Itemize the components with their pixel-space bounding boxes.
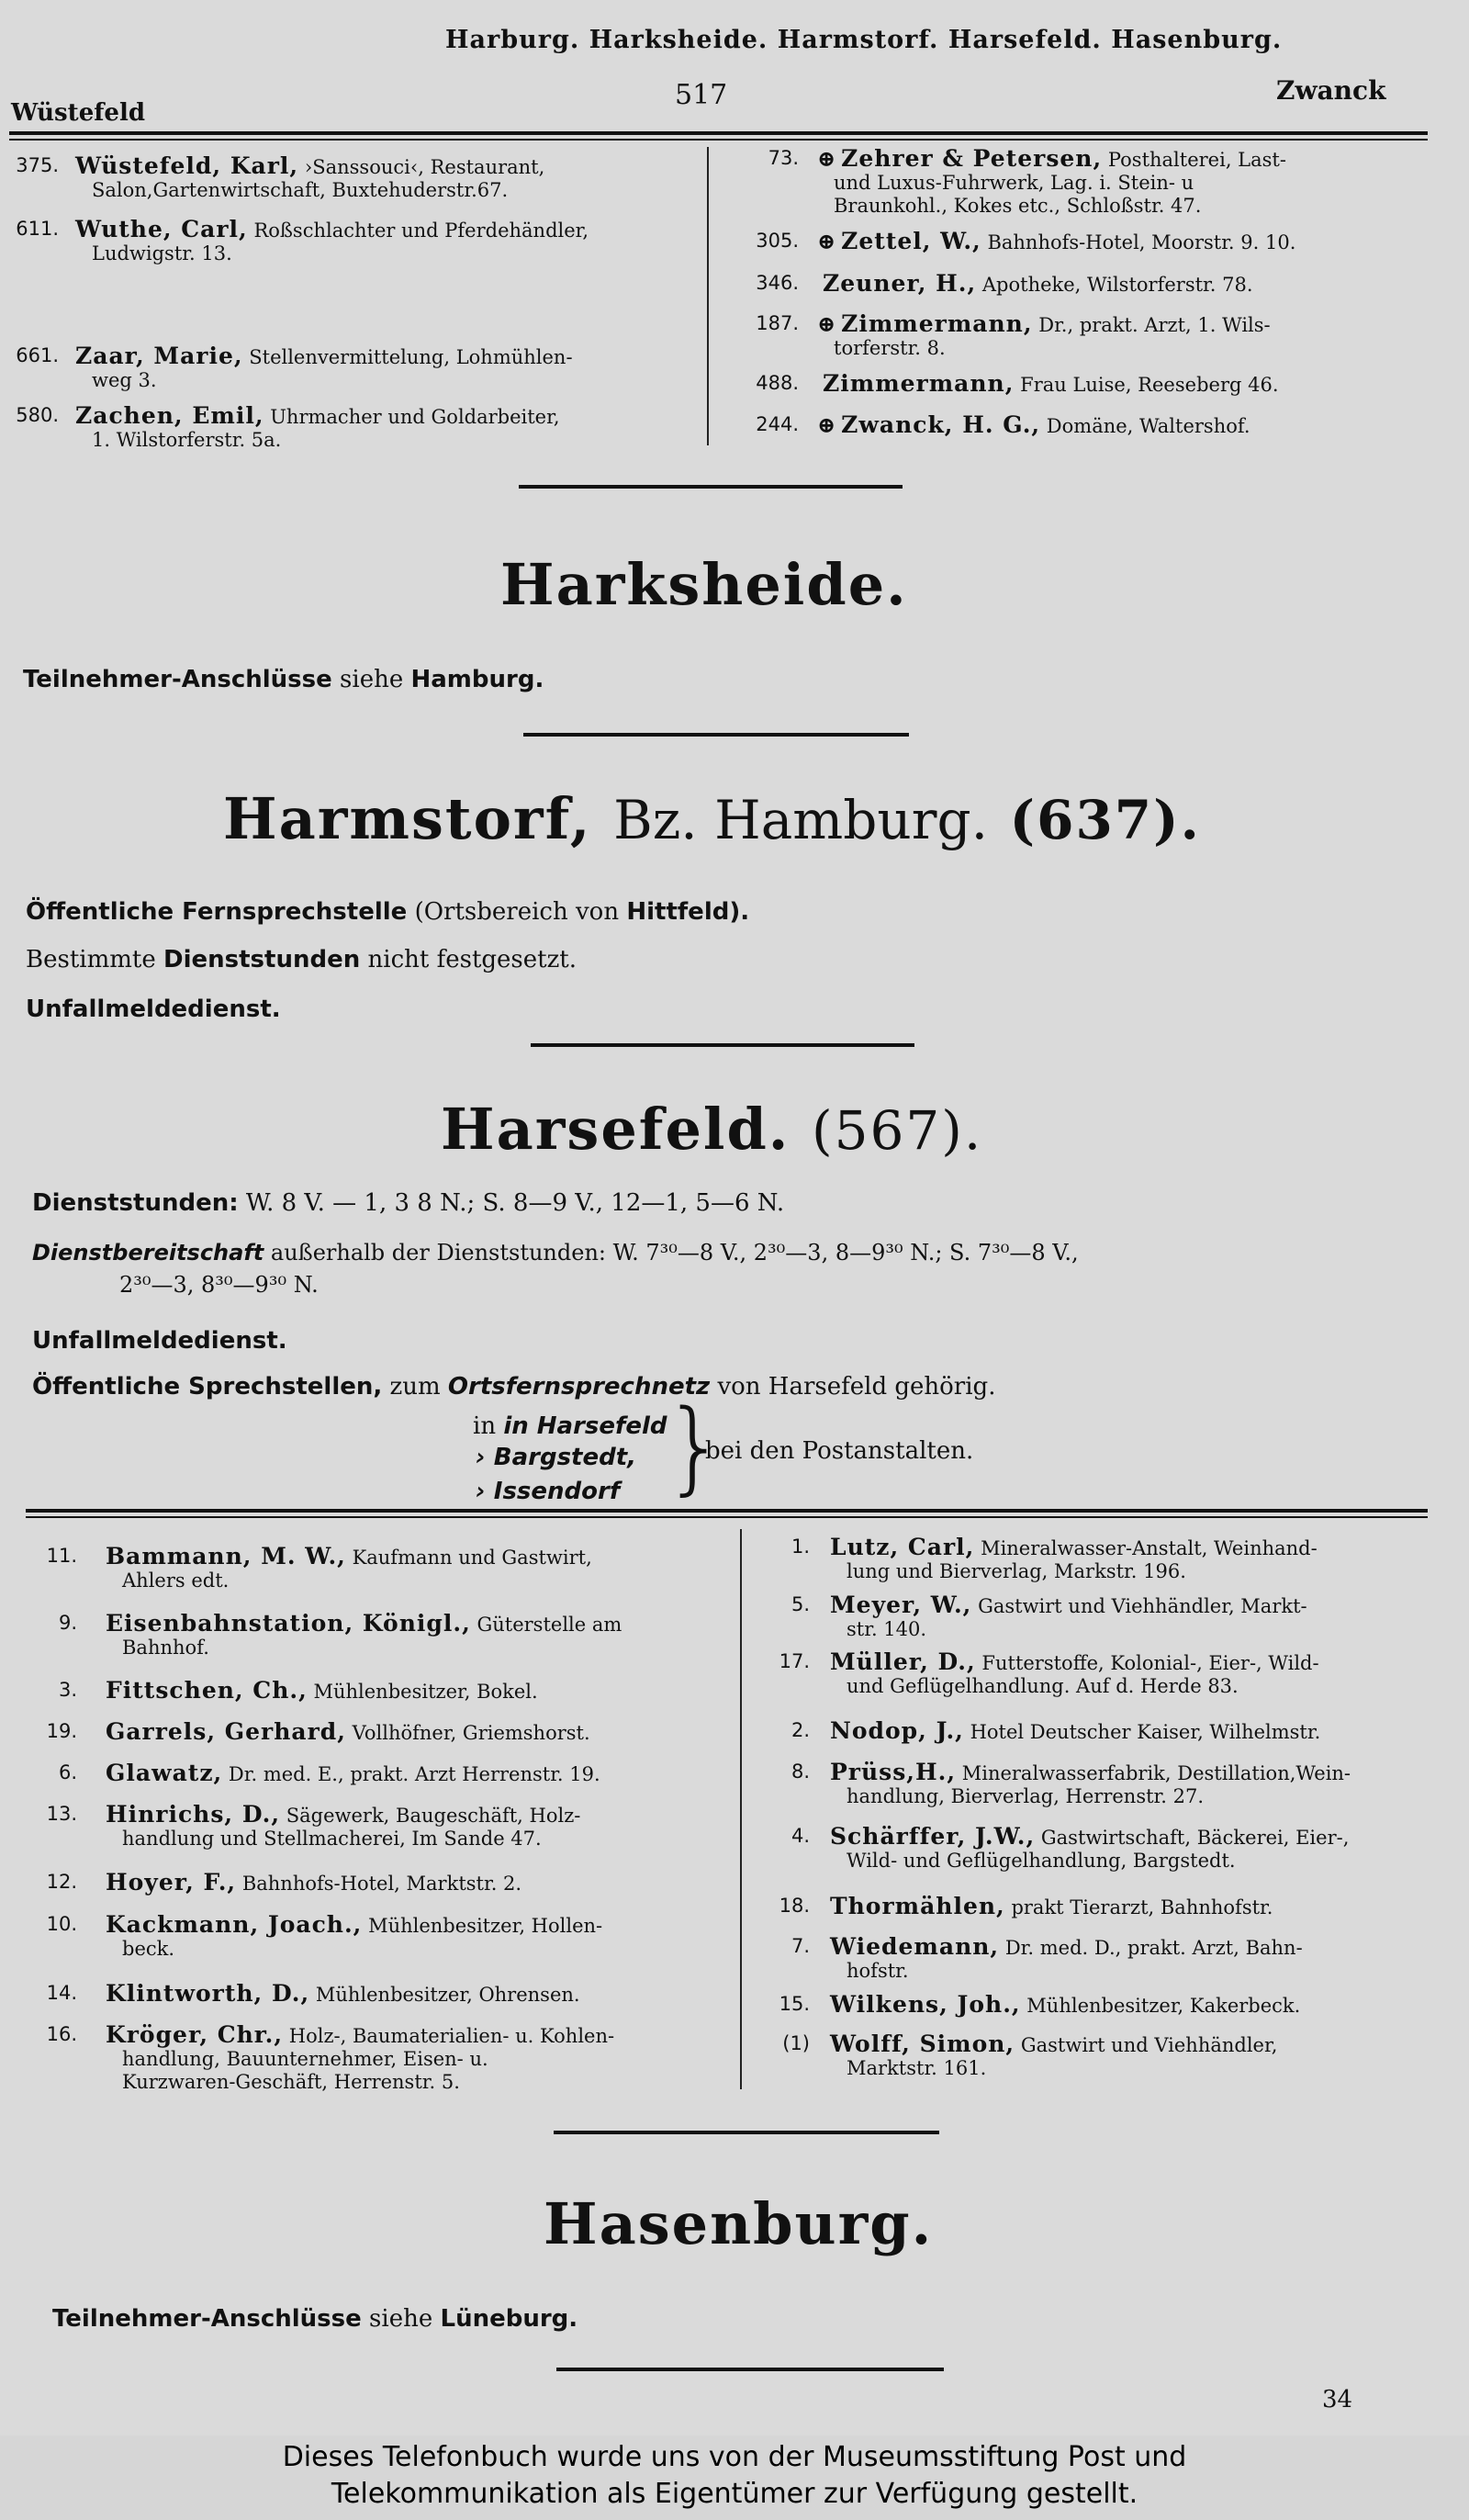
page-marker: 34 — [1322, 2386, 1353, 2413]
section-title-hasenburg: Hasenburg. — [544, 2190, 934, 2257]
harmstorf-line-2: Bestimmte Dienststunden nicht festgesetzt. — [26, 946, 578, 973]
harsefeld-places: in in Harsefeld — [473, 1412, 667, 1440]
section-rule — [554, 2131, 939, 2134]
header-rule — [9, 131, 1428, 135]
header-places: Harburg. Harksheide. Harmstorf. Harsefeld. Hasenburg. — [445, 26, 1283, 54]
column-divider — [707, 147, 709, 445]
harsefeld-public: Öffentliche Sprechstellen, zum Ortsfernsprechnetz von Harsefeld gehörig. — [32, 1373, 996, 1401]
section-rule — [523, 733, 909, 737]
scanned-page: Harburg. Harksheide. Harmstorf. Harsefeld. Hasenburg. Wüstefeld 517 Zwanck 375. Wüstefeld, Karl, ›Sanssouci‹, Restaurant, Salon,Gartenwirtschaft, Buxtehuderstr.67. 611. Wuthe, Carl, Roßschlachter und Pferdehändler, Ludwigstr. 13. 661. Zaar, Marie, Stellenvermittelung, Lohmühlen- weg 3. 580. Zachen, Emil, Uhrmacher und Goldarbeiter, 1. Wilstorferstr. 5a. 73. ⊕ Zehrer & Petersen, Posthalterei, Last- und Luxus-Fuhrwerk, Lag. i. Stein- u Braunkohl., Kokes etc., Schloßstr. 47. 305. ⊕ Zettel, W., Bahnhofs-Hotel, Moorstr. 9. 10. 346. Zeuner, H., Apotheke, Wilstorferstr. 78. 187. ⊕ Zimmermann, Dr., prakt. Arzt, 1. Wils- torferstr. 8. 488. Zimmermann, Frau Luise, Reeseberg 46. 244. ⊕ Zwanck, H. G., Domäne, Waltershof. Harksheide. Teilnehmer-Anschlüsse siehe Hamburg. Harmstorf, Bz. Hamburg. (637). Öffentliche Fernsprechstelle (Ortsbereich von Hittfeld). Bestimmte Dienststunden nicht festgesetzt. Unfallmeldedienst. Harsefeld. (567). Dienststunden: W. 8 V. — 1, 3 8 N.; S. 8—9 V., 12—1, 5—6 N. Dienstbereitschaft außerhalb der Dienststunden: W. 7³⁰—8 V., 2³⁰—3, 8—9³⁰ N.; S. 7³⁰—8 V., 2³⁰—3, 8³⁰—9³⁰ N. Unfallmeldedienst. Öffentliche Sprechstellen, zum Ortsfernsprechnetz von Harsefeld gehörig. in in Harsefeld › Bargstedt, › Issendorf } bei den Postanstalten. 11. Bammann, M. W., Kaufmann und Gastwirt, Ahlers edt. 9. Eisenbahnstation, Königl., Güterstelle am Bahnhof. 3. Fittschen, Ch., Mühlenbesitzer, Bokel. 19. Garrels, Gerhard, Vollhöfner, Griemshorst. 6. Glawatz, Dr. med. E., prakt. Arzt Herrenstr. 19. 13. Hinrichs, D., Sägewerk, Baugeschäft, Holz- handlung und Stellmacherei, Im Sande 47. 12. Hoyer, F., Bahnhofs-Hotel, Marktstr. 2. 10. Kackmann, Joach., Mühlenbesitzer, Hollen- beck. 14. Klintworth, D., Mühlenbesitzer, Ohrensen. 16. Kröger, Chr., Holz-, Baumaterialien- u. Kohlen- handlung, Bauunternehmer, Eisen- u. Kurzwaren-Geschäft, Herrenstr. 5. 1. Lutz, Carl, Mineralwasser-Anstalt, Weinhand- lung und Bierverlag, Markstr. 196. 5. Meyer, W., Gastwirt und Viehhändler, Markt- str. 140. 17. Müller, D., Futterstoffe, Kolonial-, Eier-, Wild- und Geflügelhandlung. Auf d. Herde 83. 2. Nodop, J., Hotel Deutscher Kaiser, Wilhelmstr. 8. Prüss,H., Mineralwasserfabrik, Destillation,Wein- handlung, Bierverlag, Herrenstr. 27. 4. Schärffer, J.W., Gastwirtschaft, Bäckerei, Eier-, Wild- und Geflügelhandlung, Bargstedt. 18. Thormählen, prakt Tierarzt, Bahnhofstr. 7. Wiedemann, Dr. med. D., prakt. Arzt, Bahn- hofstr. 15. Wilkens, Joh., Mühlenbesitzer, Kakerbeck. (1) Wolff, Simon, Gastwirt und Viehhändler, Marktstr. 161. Hasenburg. Teilnehmer-Anschlüsse siehe Lüneburg. 34 — [0, 0, 1469, 2436]
harmstorf-line-1: Öffentliche Fernsprechstelle (Ortsbereich von Hittfeld). — [26, 898, 750, 926]
section-rule — [519, 485, 903, 489]
list-rule — [26, 1509, 1428, 1513]
harmstorf-line-3: Unfallmeldedienst. — [26, 996, 281, 1023]
section-rule — [531, 1043, 914, 1047]
brace: } — [663, 1388, 727, 1505]
header-rule-2 — [9, 139, 1428, 141]
footer-line-1: Dieses Telefonbuch wurde uns von der Museumsstiftung Post und — [282, 2441, 1187, 2473]
harsefeld-unfall: Unfallmeldedienst. — [32, 1327, 287, 1355]
harsefeld-hours: Dienststunden: W. 8 V. — 1, 3 8 N.; S. 8—9 V., 12—1, 5—6 N. — [32, 1189, 785, 1217]
section-title-harsefeld: Harsefeld. (567). — [441, 1096, 983, 1163]
column-divider — [740, 1529, 742, 2089]
footer-notice — [0, 2436, 1469, 2520]
harsefeld-readiness: Dienstbereitschaft außerhalb der Dienststunden: W. 7³⁰—8 V., 2³⁰—3, 8—9³⁰ N.; S. 7³⁰—8 V., — [32, 1240, 1079, 1266]
hasenburg-line: Teilnehmer-Anschlüsse siehe Lüneburg. — [52, 2305, 578, 2333]
footer-line-2: Telekommunikation als Eigentümer zur Verfügung gestellt. — [331, 2478, 1138, 2510]
harsefeld-place-3: › Issendorf — [476, 1478, 621, 1505]
header-page-number: 517 — [675, 79, 728, 111]
harksheide-line: Teilnehmer-Anschlüsse siehe Hamburg. — [23, 666, 544, 693]
harsefeld-place-2: › Bargstedt, — [476, 1444, 637, 1471]
harsefeld-readiness-cont: 2³⁰—3, 8³⁰—9³⁰ N. — [119, 1272, 319, 1298]
harsefeld-places-note: bei den Postanstalten. — [705, 1437, 974, 1465]
section-title-harksheide: Harksheide. — [500, 551, 908, 618]
section-rule — [556, 2368, 944, 2371]
section-title-harmstorf: Harmstorf, Bz. Hamburg. (637). — [223, 785, 1201, 852]
header-first-name: Wüstefeld — [11, 99, 146, 127]
list-rule-2 — [26, 1516, 1428, 1518]
header-last-name: Zwanck — [1276, 75, 1386, 106]
